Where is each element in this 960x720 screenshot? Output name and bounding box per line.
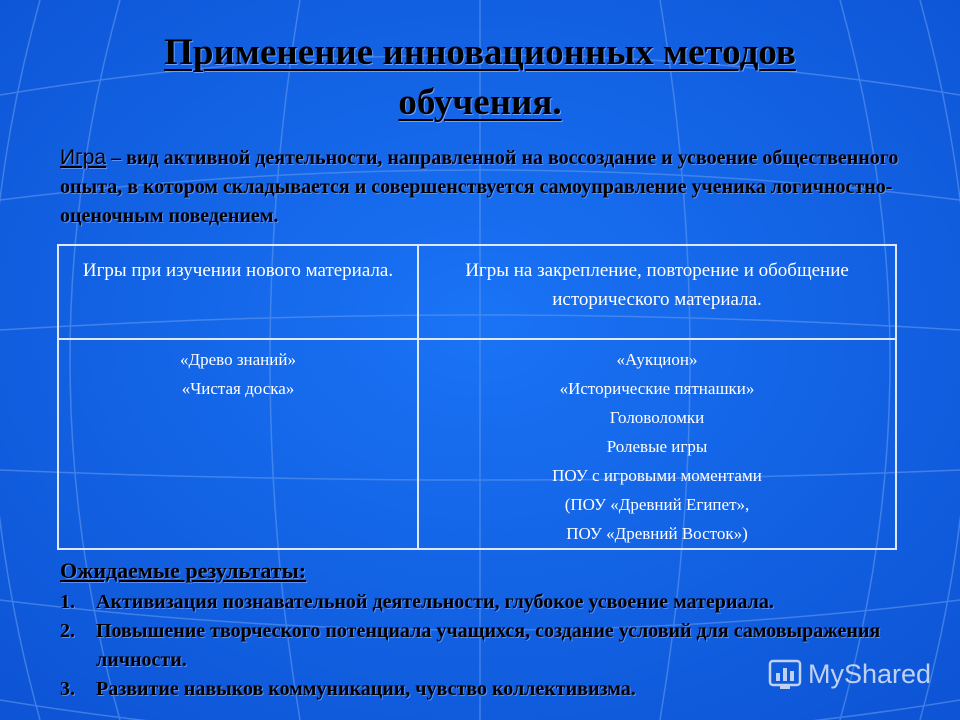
table-body-row <box>58 339 896 549</box>
games-table <box>57 244 897 550</box>
slide-title <box>60 28 900 128</box>
myshared-logo-icon <box>768 657 802 691</box>
table-header-row <box>58 245 896 339</box>
game-item: «Исторические пятнашки» <box>559 379 755 398</box>
game-item: Ролевые игры <box>606 437 708 456</box>
game-item: «Древо знаний» <box>180 350 296 369</box>
definition-text: – вид активной деятельности, направленной на воссоздание и усвоение общественного опыта, в котором складывается и совершенствуется самоуправление ученика логичностно-оценочным поведением. <box>60 147 899 227</box>
myshared-watermark <box>768 656 931 692</box>
game-definition <box>60 143 930 231</box>
results-heading: Ожидаемые результаты: <box>60 558 307 583</box>
result-text: Развитие навыков коммуникации, чувство коллективизма. <box>96 678 636 700</box>
game-item: «Чистая доска» <box>181 379 295 398</box>
result-item <box>60 588 940 617</box>
games-list-1 <box>67 340 409 403</box>
result-number: 1. <box>60 591 75 613</box>
watermark-text: MyShared <box>808 658 932 689</box>
game-item: ПОУ «Древний Восток») <box>566 524 748 543</box>
result-text: Повышение творческого потенциала учащихся, создание условий для самовыражения личности. <box>96 620 881 671</box>
header-new-material: Игры при изучении нового материала. <box>58 245 418 339</box>
result-text: Активизация познавательной деятельности, глубокое усвоение материала. <box>96 591 774 613</box>
definition-term: Игра <box>60 146 107 169</box>
result-number: 2. <box>60 620 75 642</box>
title-line-1: Применение инновационных методов <box>164 32 796 73</box>
games-list-2 <box>427 340 887 548</box>
games-reinforcement-cell <box>418 339 896 549</box>
game-item: ПОУ с игровыми моментами <box>552 466 762 485</box>
games-new-material-cell <box>58 339 418 549</box>
game-item: Головоломки <box>609 408 705 427</box>
result-number: 3. <box>60 678 75 700</box>
game-item: «Аукцион» <box>616 350 698 369</box>
game-item: (ПОУ «Древний Египет», <box>564 495 750 514</box>
title-line-2: обучения. <box>398 82 562 123</box>
header-reinforcement: Игры на закрепление, повторение и обобщение исторического материала. <box>418 245 896 339</box>
